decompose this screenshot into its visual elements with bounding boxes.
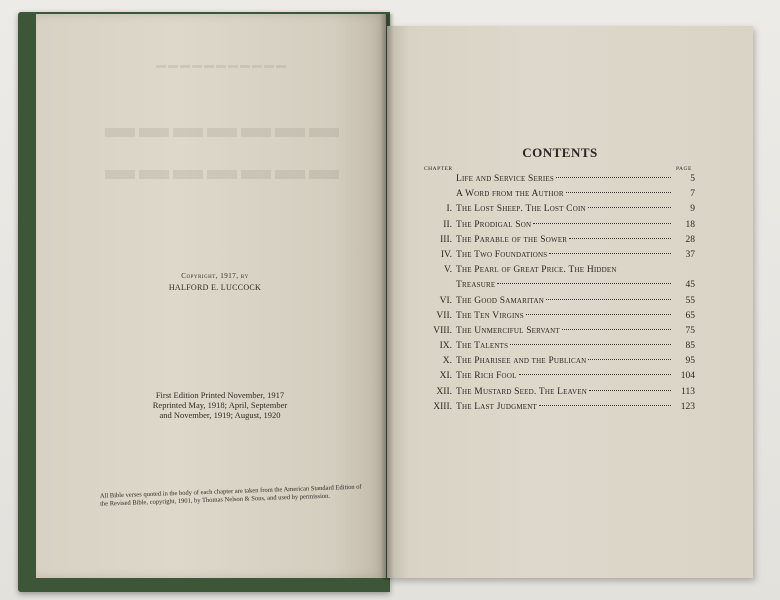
toc-entry (410, 400, 695, 415)
toc-entry (410, 248, 695, 263)
dot-leader (562, 329, 671, 330)
dot-leader (510, 344, 671, 345)
dot-leader (546, 299, 671, 300)
page-number: 28 (685, 234, 695, 245)
chapter-number: IV. (440, 249, 452, 260)
bible-verse-note: All Bible verses quoted in the body of each chapter are taken from the American Standard Edition of the Revised Bible, copyright, 1901, by Thomas Nelson & Sons, and used by permission. (99, 483, 362, 508)
page-number: 5 (690, 174, 695, 184)
toc-entry (410, 339, 695, 354)
toc-entry (410, 294, 695, 309)
page-number: 37 (685, 249, 695, 260)
dot-leader (589, 390, 671, 391)
page-number: 104 (680, 371, 695, 382)
edition-line: and November, 1919; August, 1920 (159, 410, 281, 420)
page-number: 75 (685, 325, 695, 336)
copyright-block (150, 272, 280, 292)
chapter-number: I. (446, 204, 452, 215)
chapter-title: The Ten Virgins (456, 310, 524, 321)
page-number: 18 (685, 219, 695, 230)
contents-heading: CONTENTS (522, 145, 598, 160)
page-number: 65 (685, 310, 695, 321)
toc-entry (410, 218, 695, 233)
edition-line: Reprinted May, 1918; April, September (152, 400, 288, 410)
page-number: 7 (690, 189, 695, 200)
toc-entry (410, 278, 695, 293)
edition-history (145, 390, 295, 420)
chapter-title: A Word from the Author (456, 189, 564, 200)
page-number: 85 (685, 341, 695, 352)
page-number: 123 (680, 401, 695, 412)
toc-entry (410, 369, 695, 384)
dot-leader (526, 314, 671, 315)
page-number: 113 (681, 386, 695, 397)
chapter-title: The Good Samaritan (456, 295, 544, 306)
chapter-title: The Lost Sheep. The Lost Coin (456, 204, 586, 215)
edition-line: First Edition Printed November, 1917 (155, 390, 285, 400)
toc-entry (410, 263, 695, 278)
table-of-contents (410, 172, 695, 415)
copyright-author: HALFORD E. LUCCOCK (168, 283, 262, 292)
chapter-column-header: CHAPTER (424, 166, 453, 172)
chapter-title: The Mustard Seed. The Leaven (456, 386, 587, 397)
page-number: 9 (690, 204, 695, 215)
dot-leader (569, 238, 671, 239)
dot-leader (566, 192, 671, 193)
chapter-number: IX. (439, 341, 452, 352)
chapter-title: The Unmerciful Servant (456, 325, 560, 336)
chapter-title: The Rich Fool (456, 371, 517, 382)
toc-entry (410, 354, 695, 369)
chapter-title: Treasure (456, 280, 496, 291)
dot-leader (588, 359, 671, 360)
page-column-header: PAGE (676, 166, 692, 172)
toc-entry (410, 385, 695, 400)
chapter-number: V. (443, 265, 452, 276)
chapter-number: XI. (439, 371, 452, 382)
chapter-title: The Prodigal Son (456, 219, 532, 230)
toc-entry (410, 233, 695, 248)
toc-entry (410, 172, 695, 187)
page-number: 55 (685, 295, 695, 306)
chapter-number: VI. (439, 295, 452, 306)
dot-leader (519, 374, 671, 375)
page-number: 95 (685, 356, 695, 367)
chapter-title: The Pharisee and the Publican (456, 356, 587, 367)
copyright-line: Copyright, 1917, by (181, 272, 249, 280)
chapter-title: The Parable of the Sower (456, 234, 568, 245)
toc-entry (410, 202, 695, 217)
chapter-number: VII. (436, 310, 452, 321)
dot-leader (549, 253, 671, 254)
toc-entry (410, 309, 695, 324)
chapter-number: XIII. (433, 401, 452, 412)
dot-leader (539, 405, 671, 406)
chapter-title: The Talents (456, 341, 509, 352)
chapter-number: III. (440, 234, 452, 245)
dot-leader (588, 207, 671, 208)
chapter-number: XII. (436, 386, 452, 397)
chapter-title: The Last Judgment (456, 401, 538, 412)
chapter-number: II. (443, 219, 452, 230)
chapter-title: The Two Foundations (456, 249, 548, 260)
chapter-title: Life and Service Series (456, 174, 554, 184)
chapter-number: X. (442, 356, 452, 367)
chapter-number: VIII. (433, 325, 452, 336)
page-number: 45 (685, 280, 695, 291)
toc-entry (410, 187, 695, 202)
dot-leader (556, 177, 671, 178)
dot-leader (497, 283, 671, 284)
chapter-title: The Pearl of Great Price. The Hidden (456, 265, 617, 276)
book-gutter (380, 14, 394, 580)
dot-leader (533, 223, 671, 224)
show-through-text: ▬▬▬▬▬▬▬▬▬▬▬ ▬▬▬▬▬▬▬ ▬▬▬▬▬▬▬ (101, 60, 339, 186)
toc-entry (410, 324, 695, 339)
